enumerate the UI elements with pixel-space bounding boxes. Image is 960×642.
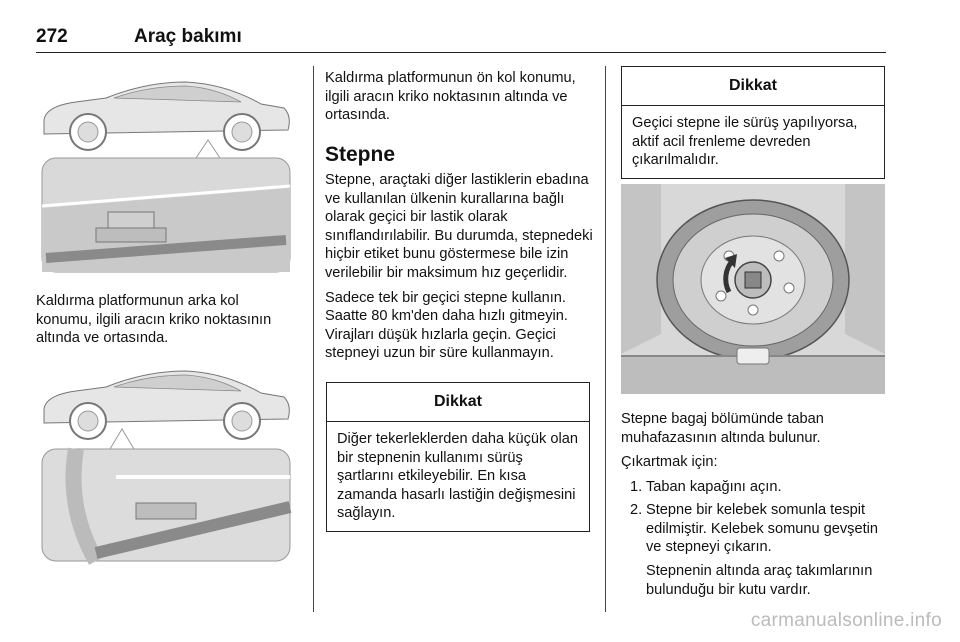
removal-steps bbox=[621, 478, 889, 600]
step-number: 2. bbox=[630, 502, 643, 519]
spare-wheel-trunk-illustration bbox=[621, 184, 885, 394]
car-lift-front-illustration bbox=[36, 357, 296, 565]
step-note: Stepnenin altında araç takımlarının bulunduğu bir kutu vardır. bbox=[646, 562, 873, 598]
notice-title: Dikkat bbox=[622, 67, 884, 106]
spare-paragraph-2: Sadece tek bir geçici stepne kullanın. Saatte 80 km'den daha hızlı gitmeyin. Virajları düşük hızlarla geçin. Geçici stepneyi uzun bir süre kullanmayın. bbox=[325, 289, 568, 362]
removal-intro: Çıkartmak için: bbox=[621, 454, 718, 470]
caption-spare-location: Stepne bagaj bölümünde taban muhafazasının altında bulunur. bbox=[621, 411, 824, 446]
removal-section bbox=[621, 453, 889, 604]
intro-front-arm: Kaldırma platformunun ön kol konumu, ilgili aracın kriko noktasının altında ve ortasında. bbox=[325, 70, 576, 124]
list-item bbox=[621, 501, 889, 599]
step-number: 1. bbox=[630, 478, 643, 495]
list-item bbox=[621, 478, 889, 497]
notice-title: Dikkat bbox=[327, 383, 589, 422]
notice-box-1 bbox=[326, 382, 590, 532]
car-lift-rear-illustration bbox=[36, 68, 296, 276]
spare-body bbox=[325, 171, 595, 369]
step-text: Taban kapağını açın. bbox=[646, 478, 782, 495]
page-header bbox=[36, 26, 886, 53]
notice-body: Geçici stepne ile sürüş yapılıyorsa, aktif acil frenleme devreden çıkarılmalıdır. bbox=[632, 115, 858, 169]
column-divider-1 bbox=[313, 66, 314, 612]
page-number: 272 bbox=[36, 26, 68, 47]
column-divider-2 bbox=[605, 66, 606, 612]
section-title: Araç bakımı bbox=[134, 26, 242, 47]
caption-rear-arm: Kaldırma platformunun arka kol konumu, ilgili aracın kriko noktasının altında ve ortasında. bbox=[36, 293, 272, 347]
notice-box-2 bbox=[621, 66, 885, 179]
step-text: Stepne bir kelebek somunla tespit edilmiştir. Kelebek somunu gevşetin ve stepneyi çıkarın. bbox=[646, 502, 878, 556]
notice-body: Diğer tekerleklerden daha küçük olan bir stepnenin kullanımı sürüş şartlarını etkileyebilir. En kısa zamanda hasarlı lastiğin değişmesini sağlayın. bbox=[337, 431, 578, 522]
section-heading-spare: Stepne bbox=[325, 143, 396, 166]
spare-paragraph-1: Stepne, araçtaki diğer lastiklerin ebadına ve kullanılan ülkenin kurallarına bağlı olarak geçici bir lastik olarak sınıflandırılabilir. Bu durumda, stepnedeki hiçbir etiket bunu göstermese bile izin verilebilir bir maksimum hız geçerlidir. bbox=[325, 172, 593, 281]
watermark: carmanualsonline.info bbox=[750, 610, 942, 631]
